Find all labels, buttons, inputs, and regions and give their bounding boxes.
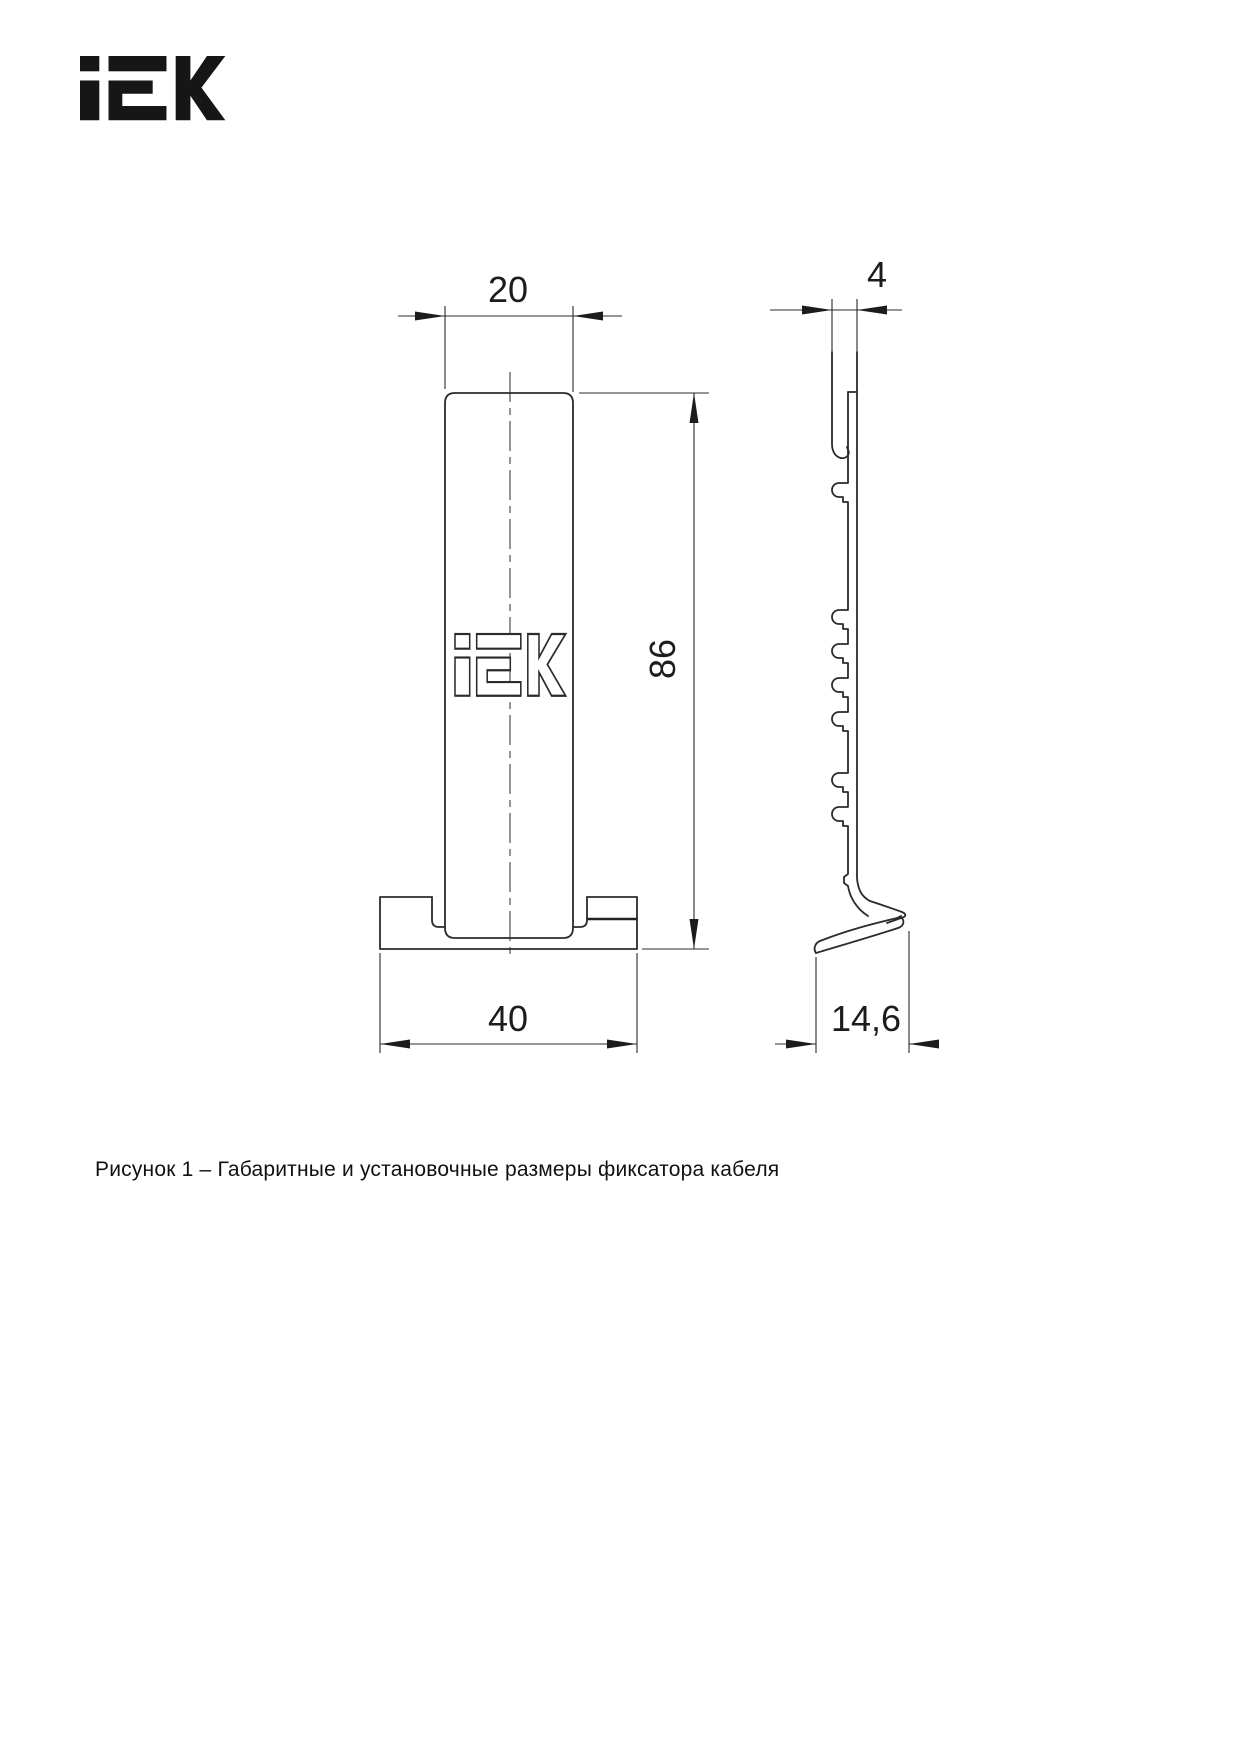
dim-value-14-6: 14,6 [830, 998, 902, 1039]
side-foot-top-edge [820, 916, 901, 941]
dim-value-4: 4 [866, 254, 888, 295]
dimension-front-height [579, 393, 709, 949]
arrowhead [857, 306, 887, 315]
arrowhead [415, 312, 445, 321]
dimension-side-thickness [770, 254, 902, 352]
arrowhead [909, 1040, 939, 1049]
arrowhead [380, 1040, 410, 1049]
side-tongue-hook [832, 352, 849, 458]
iek-logo [80, 56, 225, 120]
side-foot-bottom-edge [816, 928, 898, 953]
figure-caption: Рисунок 1 – Габаритные и установочные размеры фиксатора кабеля [95, 1158, 780, 1181]
dimension-foot-width [775, 931, 939, 1053]
arrowhead [607, 1040, 637, 1049]
arrowhead [802, 306, 832, 315]
front-base-right-slot [573, 897, 587, 927]
arrowhead [690, 393, 699, 423]
arrowhead [786, 1040, 816, 1049]
embossed-iek-logo [455, 634, 566, 696]
arrowhead [573, 312, 603, 321]
side-ratchet-spine [832, 392, 868, 916]
dim-value-40: 40 [487, 998, 529, 1039]
dim-value-86: 86 [642, 638, 683, 680]
side-view [815, 352, 906, 953]
front-base-left-slot [432, 897, 445, 927]
side-rear-wall [857, 352, 870, 901]
dim-value-20: 20 [487, 269, 529, 310]
front-view [380, 372, 637, 958]
front-base-outline [380, 897, 637, 949]
arrowhead [690, 919, 699, 949]
dimension-base-width [380, 953, 637, 1053]
